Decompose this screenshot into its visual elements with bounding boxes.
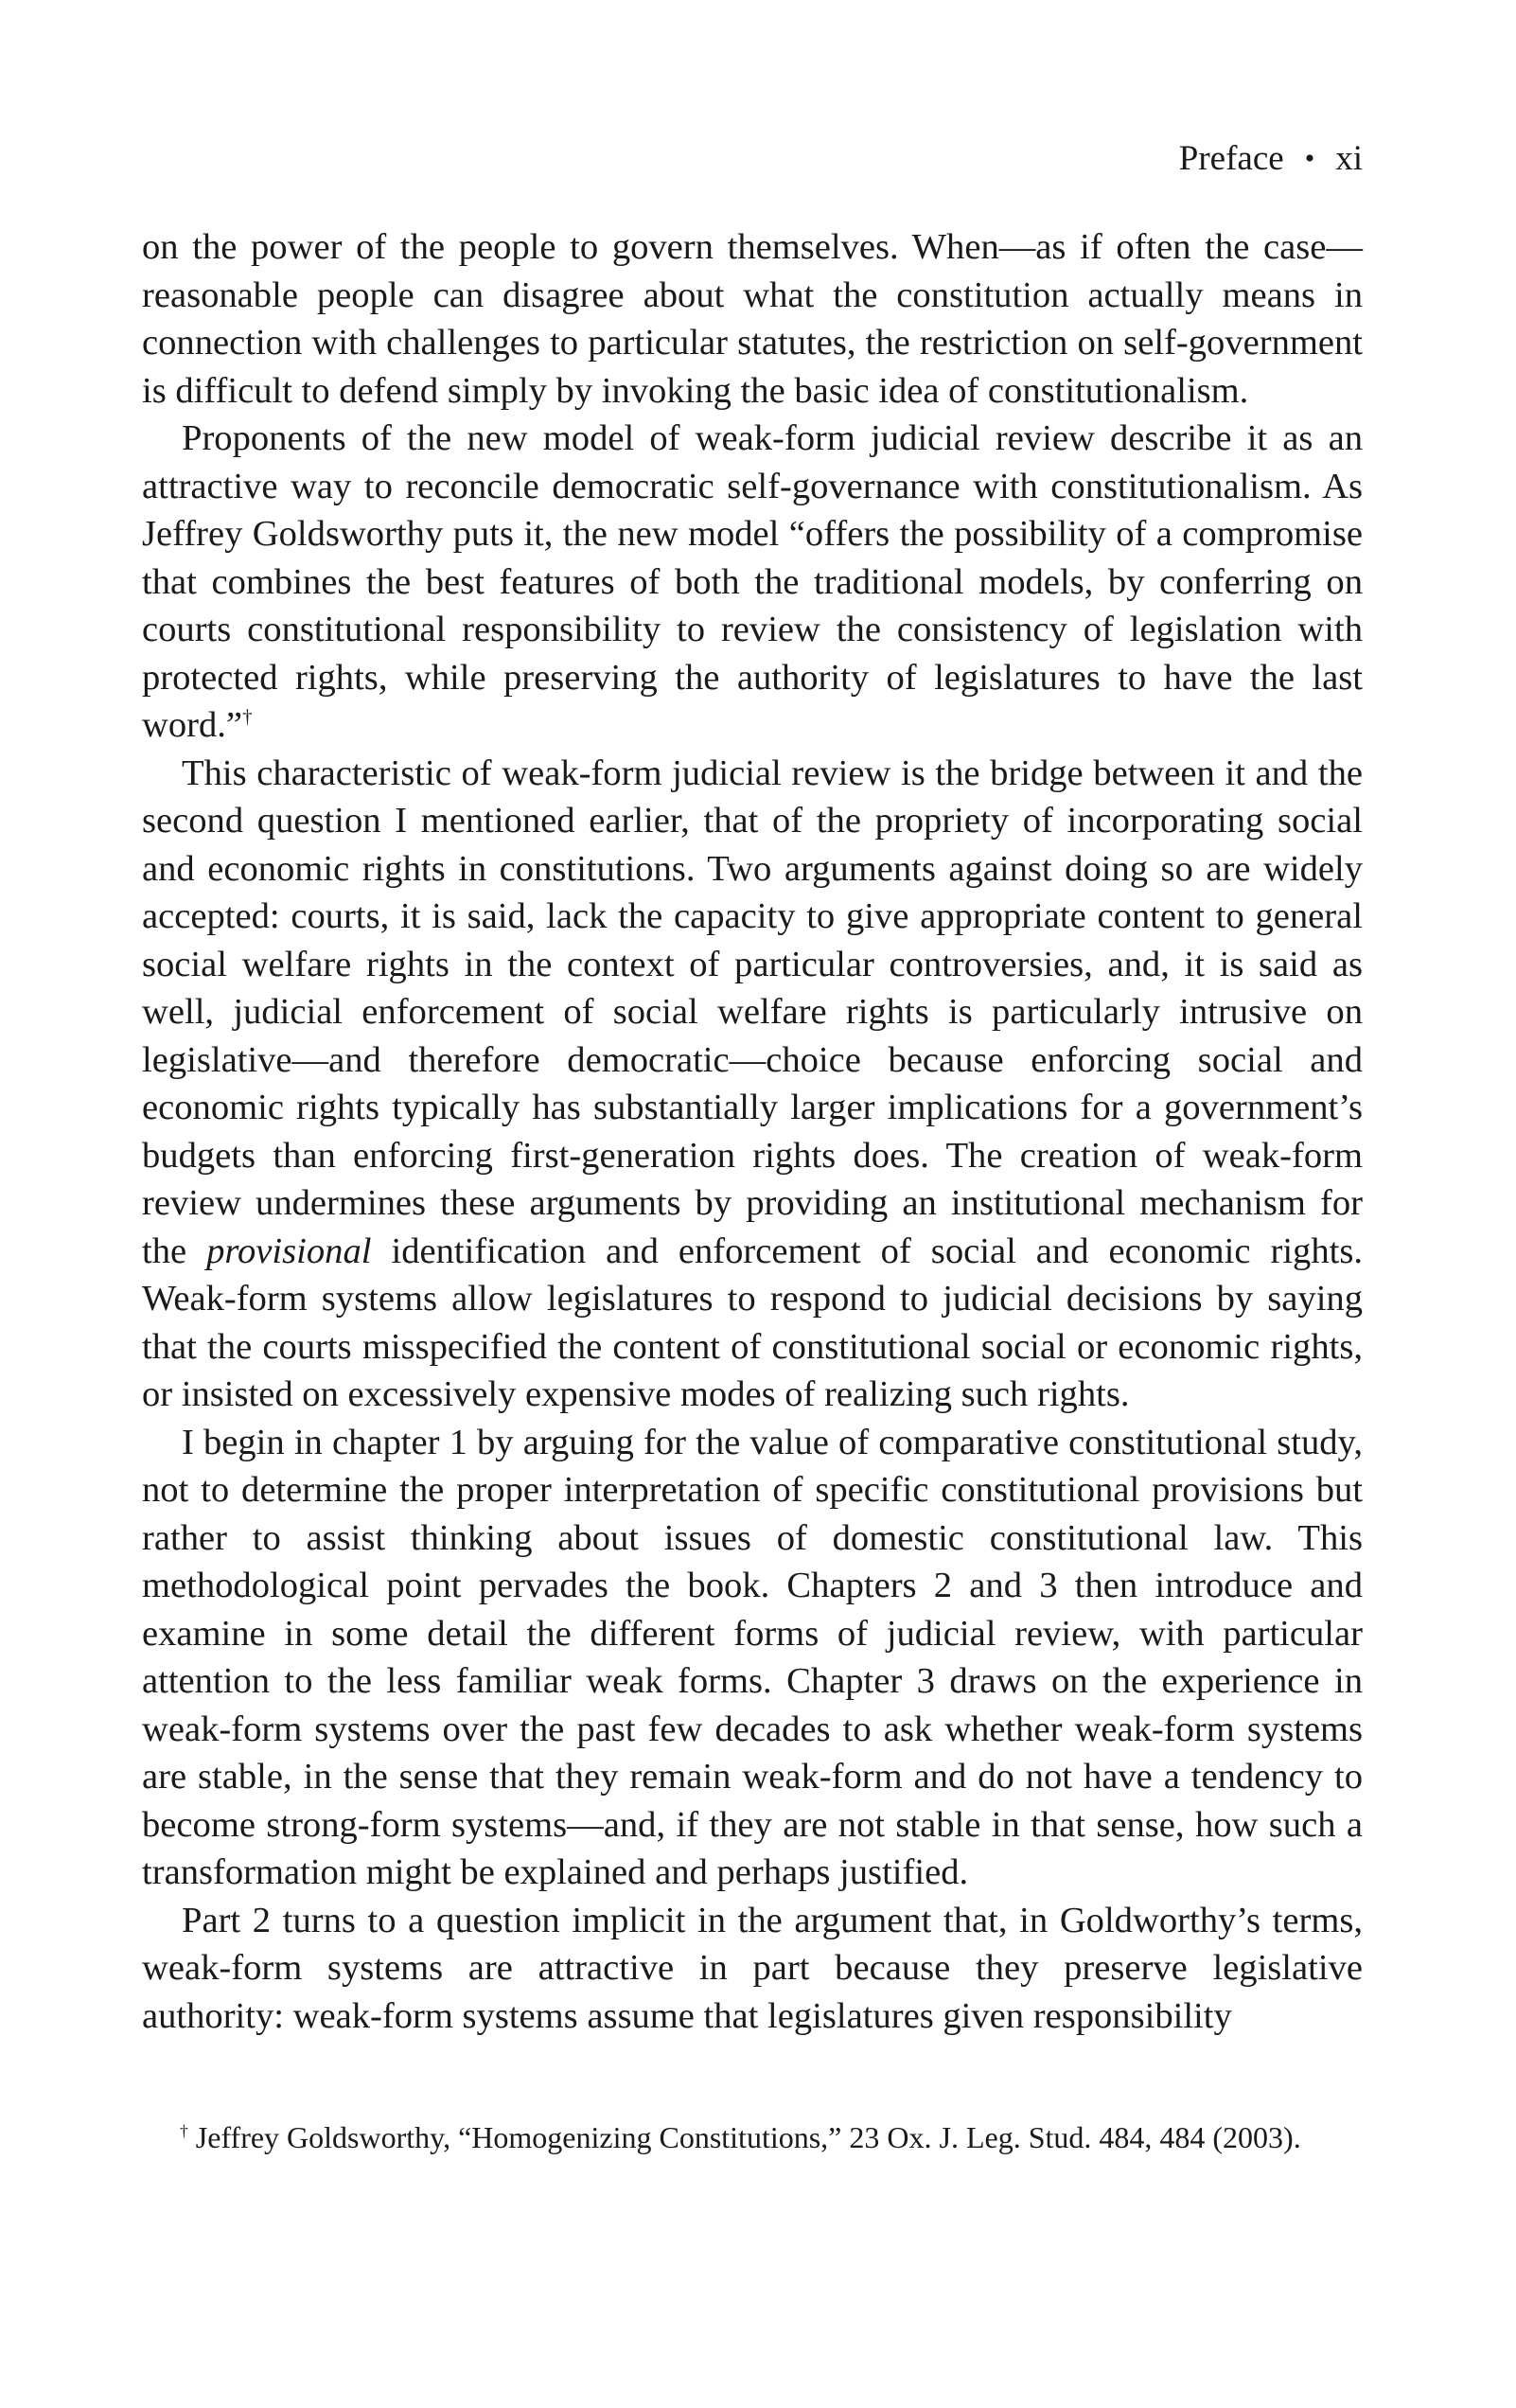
paragraph-5	[142, 1897, 1363, 2041]
footnote	[180, 2116, 1363, 2158]
body-text	[142, 223, 1363, 2040]
paragraph-text: on the power of the people to govern themselves. When—as if often the case—reasonable people can disagree about what the constitution actually means in connection with challenges to particular statutes, the restriction on self-government is difficult to defend simply by invoking the basic idea of constitutionalism.	[142, 227, 1363, 411]
paragraph-3	[142, 750, 1363, 1419]
emphasized-word: provisional	[206, 1231, 372, 1271]
paragraph-text: identification and enforcement of social and economic rights. Weak-form systems allow legislatures to respond to judicial decisions by saying that the courts misspecified the content of constitutional social or economic rights, or insisted on excessively expensive modes of realizing such rights.	[142, 1231, 1363, 1414]
paragraph-1	[142, 223, 1363, 415]
paragraph-text: I begin in chapter 1 by arguing for the value of comparative constitutional study, not to determine the proper interpretation of specific constitutional provisions but rather to assist thinking about issues of domestic constitutional law. This methodological point pervades the book. Chapters 2 and 3 then introduce and examine in some detail the different forms of judicial review, with particular attention to the less familiar weak forms. Chapter 3 draws on the experience in weak-form systems over the past few decades to ask whether weak-form systems are stable, in the sense that they remain weak-form and do not have a tendency to become strong-form systems—and, if they are not stable in that sense, how such a transformation might be explained and perhaps justified.	[142, 1422, 1363, 1892]
section-title: Preface	[1178, 139, 1284, 178]
paragraph-2	[142, 415, 1363, 750]
paragraph-4	[142, 1419, 1363, 1897]
paragraph-text: This characteristic of weak-form judicial review is the bridge between it and the second question I mentioned earlier, that of the propriety of incorporating social and economic rights in constitutions. Two arguments against doing so are widely accepted: courts, it is said, lack the capacity to give appropriate content to general social welfare rights in the context of particular controversies, and, it is said as well, judicial enforcement of social welfare rights is particularly intrusive on legislative—and therefore democratic—choice because enforcing social and economic rights typically has substantially larger implications for a government’s budgets than enforcing first-generation rights does. The creation of weak-form review undermines these arguments by providing an institutional mechanism for the	[142, 752, 1363, 1271]
paragraph-text: Part 2 turns to a question implicit in the argument that, in Goldworthy’s terms, weak-form systems are attractive in part because they preserve legislative authority: weak-form systems assume that legislatures given responsibility	[142, 1900, 1363, 2036]
footnote-reference[interactable]: †	[242, 705, 253, 729]
paragraph-text: Proponents of the new model of weak-form judicial review describe it as an attractive way to reconcile democratic self-governance with constitutionalism. As Jeffrey Goldsworthy puts it, the new model “offers the possibility of a compromise that combines the best features of both the traditional models, by conferring on courts constitutional responsibility to review the consistency of legislation with protected rights, while preserving the authority of legislatures to have the last word.”	[142, 418, 1363, 745]
book-page	[142, 0, 1363, 2408]
footnote-text: Jeffrey Goldsworthy, “Homogenizing Constitutions,” 23 Ox. J. Leg. Stud. 484, 484 (2003).	[187, 2120, 1301, 2154]
footnote-mark: †	[180, 2121, 188, 2141]
running-head	[1179, 135, 1363, 183]
separator-bullet: •	[1304, 143, 1315, 174]
page-number: xi	[1335, 139, 1363, 178]
